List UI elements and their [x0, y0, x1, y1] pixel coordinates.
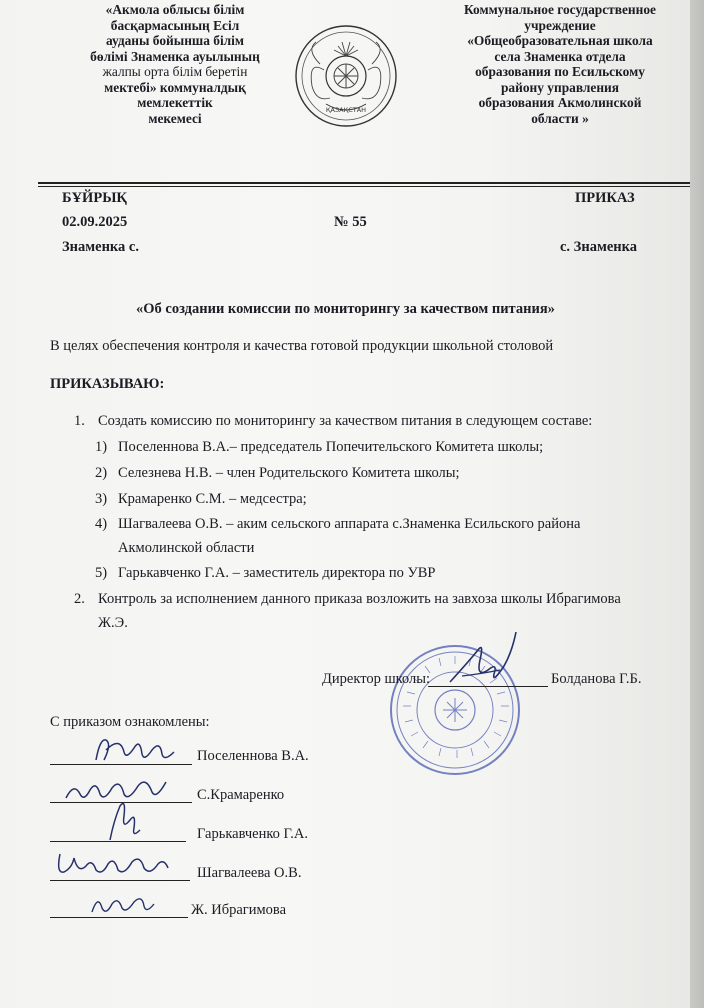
- item-number: 1.: [74, 413, 85, 429]
- acquainted-label: С приказом ознакомлены:: [50, 714, 210, 730]
- director-title: Директор школы:: [322, 671, 430, 687]
- order-number: № 55: [334, 214, 367, 230]
- acquainted-name: С.Крамаренко: [197, 787, 285, 803]
- order-title: «Об создании комиссии по мониторингу за качеством питания»: [136, 301, 555, 317]
- order-label-ru: ПРИКАЗ: [575, 190, 635, 206]
- header-left-line: мемлекеттік: [137, 95, 213, 110]
- header-right-line: району управления: [500, 79, 620, 95]
- header-divider: [38, 182, 690, 184]
- item-text: Создать комиссию по мониторингу за качеством питания в следующем составе:: [98, 413, 593, 429]
- header-right-line: образования Акмолинской: [478, 95, 642, 110]
- order-label-kz: БҰЙРЫҚ: [62, 190, 127, 206]
- header-right-line: «Общеобразовательная школа: [467, 33, 653, 48]
- member-text: Гарькавченко Г.А. – заместитель директора по УВР: [118, 565, 436, 581]
- header-left-line: бөлімі Знаменка ауылының: [90, 48, 260, 64]
- order-date: 02.09.2025: [62, 214, 128, 230]
- header-left-line: мектебі» коммуналдық: [104, 79, 246, 95]
- header-right-line: образования по Есильскому: [475, 64, 645, 79]
- member-number: 2): [95, 465, 108, 481]
- header-divider-thin: [38, 186, 690, 187]
- header-left-line: мекемесі: [148, 110, 202, 126]
- acquainted-name: Гарькавченко Г.А.: [197, 826, 309, 842]
- signature-icon: [90, 730, 180, 770]
- member-text-cont: Акмолинской области: [118, 540, 255, 556]
- director-signature-icon: [440, 630, 530, 700]
- acquainted-name: Шагвалеева О.В.: [197, 865, 302, 881]
- member-number: 1): [95, 439, 108, 455]
- page-edge-shadow: [690, 0, 704, 1008]
- header-right-line: области »: [531, 110, 589, 126]
- header-left-line: жалпы орта білім беретін: [102, 64, 248, 79]
- header-left-line: «Акмола облысы білім: [105, 2, 245, 17]
- member-text: Селезнева Н.В. – член Родительского Комитета школы;: [118, 465, 460, 481]
- order-word: ПРИКАЗЫВАЮ:: [50, 376, 165, 392]
- member-text: Крамаренко С.М. – медсестра;: [118, 491, 307, 507]
- header-left-organization: [60, 2, 290, 126]
- signature-icon: [88, 890, 158, 918]
- signature-icon: [100, 800, 150, 844]
- item-text-cont: Ж.Э.: [98, 615, 128, 631]
- header-left-line: басқармасының Есіл: [110, 17, 240, 33]
- item-text: Контроль за исполнением данного приказа возложить на завхоза школы Ибрагимова: [98, 591, 621, 607]
- state-emblem-icon: [286, 20, 406, 132]
- acquainted-name: Ж. Ибрагимова: [191, 902, 287, 918]
- header-right-line: учреждение: [524, 17, 596, 33]
- member-number: 4): [95, 516, 108, 532]
- member-number: 5): [95, 565, 108, 581]
- header-right-line: села Знаменка отдела: [494, 48, 626, 64]
- acquainted-name: Поселеннова В.А.: [197, 748, 309, 764]
- member-text: Поселеннова В.А.– председатель Попечительского Комитета школы;: [118, 439, 544, 455]
- header-right-organization: [438, 2, 682, 126]
- header-left-line: ауданы бойынша білім: [105, 33, 245, 48]
- signature-icon: [54, 846, 174, 880]
- member-text: Шагвалеева О.В. – аким сельского аппарата с.Знаменка Есильского района: [118, 516, 581, 532]
- preamble: В целях обеспечения контроля и качества готовой продукции школьной столовой: [50, 338, 554, 354]
- emblem-text: ҚАЗАҚСТАН: [325, 106, 367, 114]
- director-name: Болданова Г.Б.: [551, 671, 642, 687]
- item-number: 2.: [74, 591, 85, 607]
- member-number: 3): [95, 491, 108, 507]
- header-right-line: Коммунальное государственное: [464, 2, 656, 17]
- acquainted-signature-line: [50, 880, 190, 881]
- place-left: Знаменка с.: [62, 239, 139, 255]
- place-right: с. Знаменка: [560, 239, 637, 255]
